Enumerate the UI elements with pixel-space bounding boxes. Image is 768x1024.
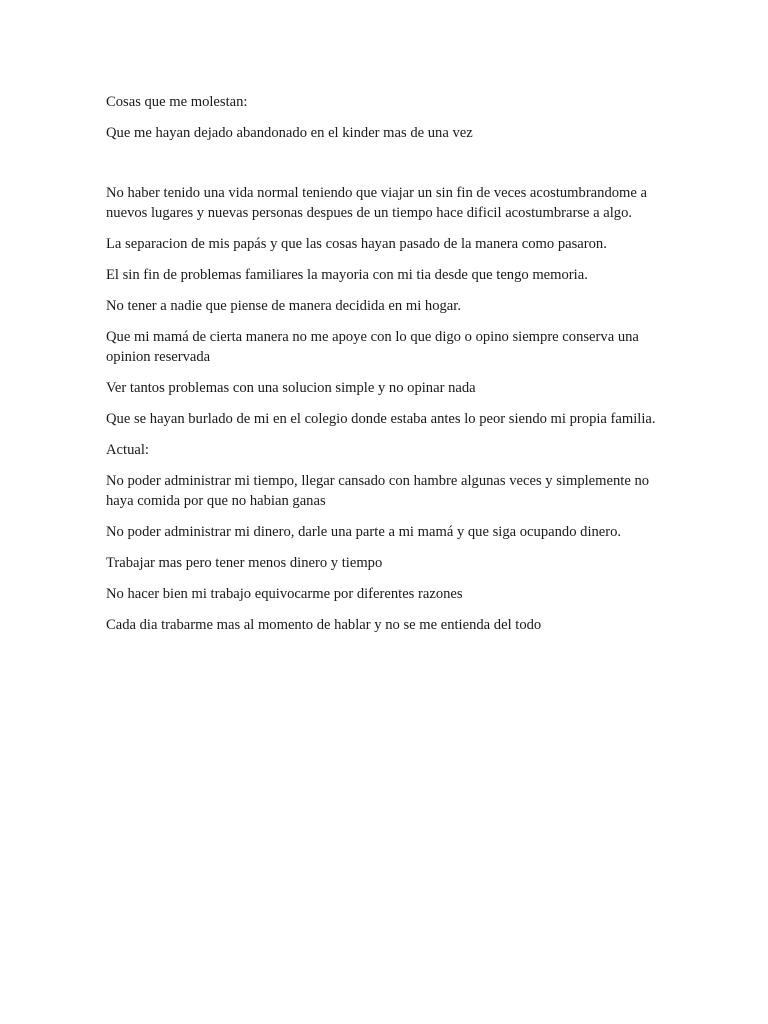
paragraph: No hacer bien mi trabajo equivocarme por diferentes razones (106, 586, 463, 602)
document-body (106, 92, 666, 646)
paragraph: No haber tenido una vida normal teniendo que viajar un sin fin de veces acostumbrandome a nuevos lugares y nuevas personas despues de un tiempo hace dificil acostumbrarse a algo. (106, 185, 648, 221)
blank-line (106, 154, 666, 183)
heading-actual: Actual: (106, 442, 149, 458)
paragraph: Que se hayan burlado de mi en el colegio donde estaba antes lo peor siendo mi propia familia. (106, 411, 656, 427)
paragraph: No poder administrar mi tiempo, llegar cansado con hambre algunas veces y simplemente no haya comida por que no habian ganas (106, 473, 650, 509)
heading-cosas-que-me-molestan: Cosas que me molestan: (106, 94, 248, 110)
paragraph: Cada dia trabarme mas al momento de hablar y no se me entienda del todo (106, 617, 542, 633)
paragraph: La separacion de mis papás y que las cosas hayan pasado de la manera como pasaron. (106, 236, 607, 252)
paragraph: El sin fin de problemas familiares la mayoria con mi tia desde que tengo memoria. (106, 267, 588, 283)
paragraph: No poder administrar mi dinero, darle una parte a mi mamá y que siga ocupando dinero. (106, 524, 622, 540)
paragraph: Trabajar mas pero tener menos dinero y tiempo (106, 555, 383, 571)
paragraph: No tener a nadie que piense de manera decidida en mi hogar. (106, 298, 461, 314)
paragraph: Ver tantos problemas con una solucion simple y no opinar nada (106, 380, 476, 396)
paragraph: Que mi mamá de cierta manera no me apoye con lo que digo o opino siempre conserva una opinion reservada (106, 329, 639, 365)
paragraph: Que me hayan dejado abandonado en el kinder mas de una vez (106, 125, 473, 141)
